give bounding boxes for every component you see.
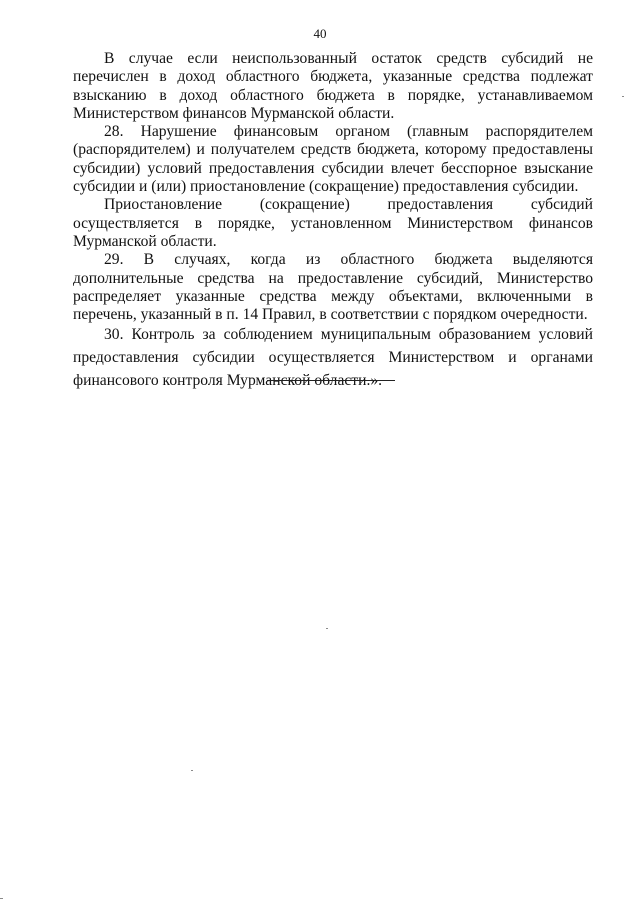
paragraph-unused-balance: В случае если неиспользованный остаток средств субсидий не перечислен в доход областного бюджета, указанные средства подлежат взысканию в доход областного бюджета в порядке, устанавливаемом Министерством финансов Мурманской области. xyxy=(73,50,593,122)
document-body xyxy=(73,50,593,392)
end-of-section-rule xyxy=(267,380,395,381)
paragraph-29: 29. В случаях, когда из областного бюджета выделяются дополнительные средства на предоставление субсидий, Министерство распределяет указанные средства между объектами, включенными в перечень, указанный в п. 14 Правил, в соответствии с порядком очередности. xyxy=(73,251,593,324)
paragraph-28: 28. Нарушение финансовым органом (главным распорядителем (распорядителем) и получателем средств бюджета, которому предоставлены субсидии) условий предоставления субсидии влечет бесспорное взыскание субсидии и (или) приостановление (сокращение) предоставления субсидии. xyxy=(73,123,593,196)
scan-speck xyxy=(0,898,3,899)
paragraph-suspension: Приостановление (сокращение) предоставления субсидий осуществляется в порядке, установленном Министерством финансов Мурманской области. xyxy=(73,196,593,250)
scan-speck xyxy=(191,770,193,771)
scan-speck xyxy=(622,96,624,97)
scan-speck xyxy=(326,628,328,629)
page-number: 40 xyxy=(313,26,327,41)
paragraph-30: 30. Контроль за соблюдением муниципальным образованием условий предоставления субсидии осуществляется Министерством и органами финансового контроля Мурманской области.». xyxy=(73,326,593,390)
